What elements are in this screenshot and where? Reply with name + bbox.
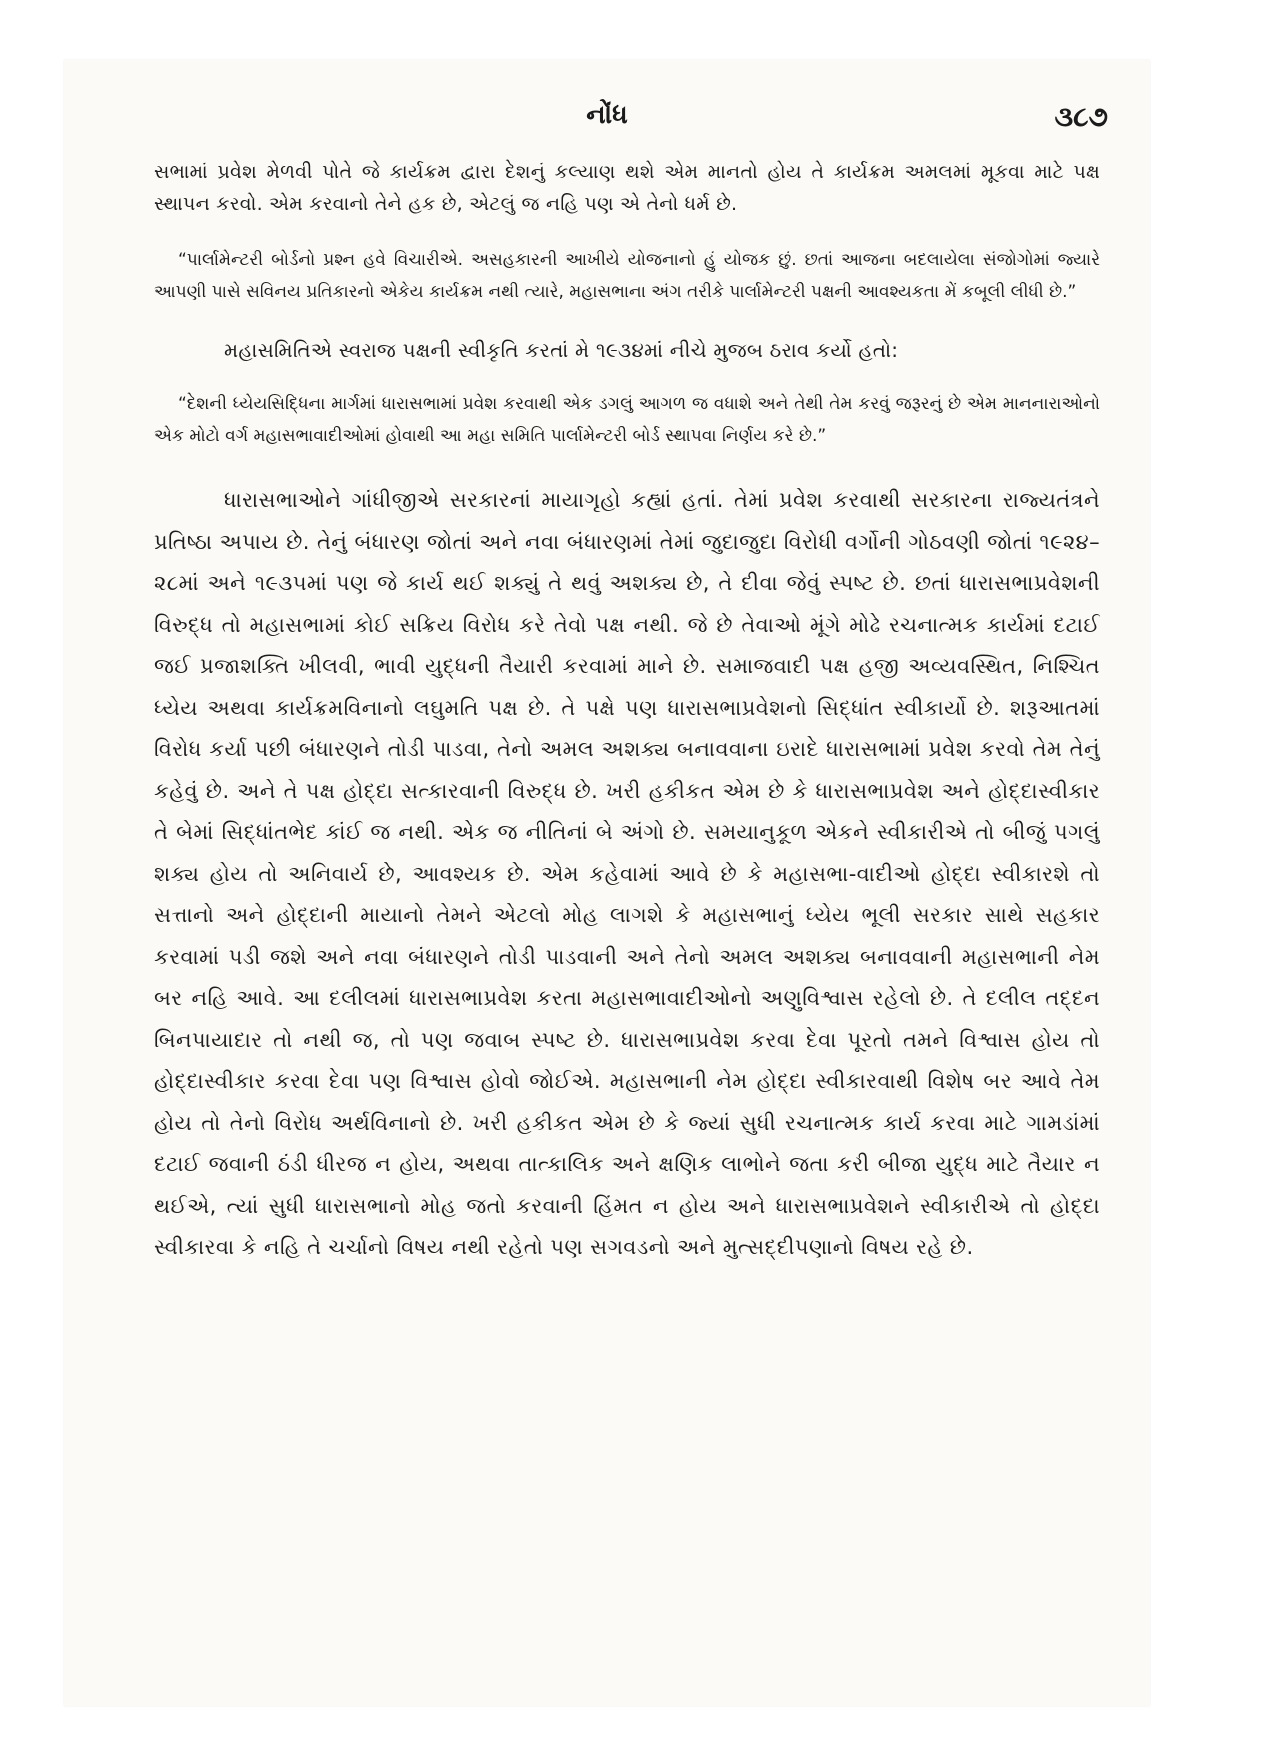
block-quote-2: “દેશની ધ્યેયસિદ્ધિના માર્ગમાં ધારાસભામાં પ્રવેશ કરવાથી એક ડગલું આગળ જ વધાશે અને તેથી તેમ કરવું જરૂરનું છે એમ માનનારાઓનો એક મોટો વર્ગ મહાસભાવાદીઓમાં હોવાથી આ મહા સમિતિ પાર્લામેન્ટરી બોર્ડ સ્થાપવા નિર્ણય કરે છે.”	[154, 394, 1100, 446]
document-page	[64, 60, 1150, 1706]
paragraph-main: ધારાસભાઓને ગાંધીજીએ સરકારનાં માયાગૃહો કહ્યાં હતાં. તેમાં પ્રવેશ કરવાથી સરકારના રાજ્યતંત્રને પ્રતિષ્ઠા અપાય છે. તેનું બંધારણ જોતાં અને નવા બંધારણમાં તેમાં જુદાજુદા વિરોધી વર્ગોની ગોઠવણી જોતાં ૧૯૨૪–૨૮માં અને ૧૯૩૫માં પણ જે કાર્ય થઈ શક્યું તે થવું અશક્ય છે, તે દીવા જેવું સ્પષ્ટ છે. છતાં ધારાસભાપ્રવેશની વિરુદ્ધ તો મહાસભામાં કોઈ સક્રિય વિરોધ કરે તેવો પક્ષ નથી. જે છે તેવાઓ મૂંગે મોઢે રચનાત્મક કાર્યમાં દટાઈ જઈ પ્રજાશક્તિ ખીલવી, ભાવી યુદ્ધની તૈયારી કરવામાં માને છે. સમાજવાદી પક્ષ હજી અવ્યવસ્થિત, નિશ્ચિત ધ્યેય અથવા કાર્યક્રમવિનાનો લઘુમતિ પક્ષ છે. તે પક્ષે પણ ધારાસભાપ્રવેશનો સિદ્ધાંત સ્વીકાર્યો છે. શરૂઆતમાં વિરોધ કર્યા પછી બંધારણને તોડી પાડવા, તેનો અમલ અશક્ય બનાવવાના ઇરાદે ધારાસભામાં પ્રવેશ કરવો તેમ તેનું કહેવું છે. અને તે પક્ષ હોદ્દા સત્કારવાની વિરુદ્ધ છે. ખરી હકીકત એમ છે કે ધારાસભાપ્રવેશ અને હોદ્દાસ્વીકાર તે બેમાં સિદ્ધાંતભેદ કાંઈ જ નથી. એક જ નીતિનાં બે અંગો છે. સમયાનુકૂળ એકને સ્વીકારીએ તો બીજું પગલું શક્ય હોય તો અનિવાર્ય છે, આવશ્યક છે. એમ કહેવામાં આવે છે કે મહાસભા-વાદીઓ હોદ્દા સ્વીકારશે તો સત્તાનો અને હોદ્દાની માયાનો તેમને એટલો મોહ લાગશે કે મહાસભાનું ધ્યેય ભૂલી સરકાર સાથે સહકાર કરવામાં પડી જશે અને નવા બંધારણને તોડી પાડવાની અને તેનો અમલ અશક્ય બનાવવાની મહાસભાની નેમ બર નહિ આવે. આ દલીલમાં ધારાસભાપ્રવેશ કરતા મહાસભાવાદીઓનો અણુવિશ્વાસ રહેલો છે. તે દલીલ તદ્દન બિનપાયાદાર તો નથી જ, તો પણ જવાબ સ્પષ્ટ છે. ધારાસભાપ્રવેશ કરવા દેવા પૂરતો તમને વિશ્વાસ હોય તો હોદ્દાસ્વીકાર કરવા દેવા પણ વિશ્વાસ હોવો જોઈએ. મહાસભાની નેમ હોદ્દા સ્વીકારવાથી વિશેષ બર આવે તેમ હોય તો તેનો વિરોધ અર્થવિનાનો છે. ખરી હકીકત એમ છે કે જ્યાં સુધી રચનાત્મક કાર્ય કરવા માટે ગામડાંમાં દટાઈ જવાની ઠંડી ધીરજ ન હોય, અથવા તાત્કાલિક અને ક્ષણિક લાભોને જતા કરી બીજા યુદ્ધ માટે તૈયાર ન થઈએ, ત્યાં સુધી ધારાસભાનો મોહ જતો કરવાની હિંમત ન હોય અને ધારાસભાપ્રવેશને સ્વીકારીએ તો હોદ્દા સ્વીકારવા કે નહિ તે ચર્ચાનો વિષય નથી રહેતો પણ સગવડનો અને મુત્સદ્દીપણાનો વિષય રહે છે.	[154, 488, 1100, 1259]
paragraph-resolution-intro: મહાસમિતિએ સ્વરાજ પક્ષની સ્વીકૃતિ કરતાં મે ૧૯૩૪માં નીચે મુજબ ઠરાવ કર્યો હતો:	[224, 338, 899, 362]
block-quote-1: “પાર્લામેન્ટરી બોર્ડનો પ્રશ્ન હવે વિચારીએ. અસહકારની આખીયે યોજનાનો હું યોજક છું. છતાં આજના બદલાયેલા સંજોગોમાં જ્યારે આપણી પાસે સવિનય પ્રતિકારનો એકેય કાર્યક્રમ નથી ત્યારે, મહાસભાના અંગ તરીકે પાર્લામેન્ટરી પક્ષની આવશ્યકતા મેં કબૂલી લીધી છે.”	[154, 250, 1100, 302]
paragraph-continued: સભામાં પ્રવેશ મેળવી પોતે જે કાર્યક્રમ દ્વારા દેશનું કલ્યાણ થશે એમ માનતો હોય તે કાર્યક્રમ અમલમાં મૂકવા માટે પક્ષ સ્થાપન કરવો. એમ કરવાનો તેને હક છે, એટલું જ નહિ પણ એ તેનો ધર્મ છે.	[154, 161, 1100, 215]
running-head: નોંધ	[586, 100, 628, 130]
body-text	[154, 156, 1100, 1269]
page-header	[64, 100, 1150, 140]
page-number: ૩૮૭	[1054, 100, 1108, 133]
